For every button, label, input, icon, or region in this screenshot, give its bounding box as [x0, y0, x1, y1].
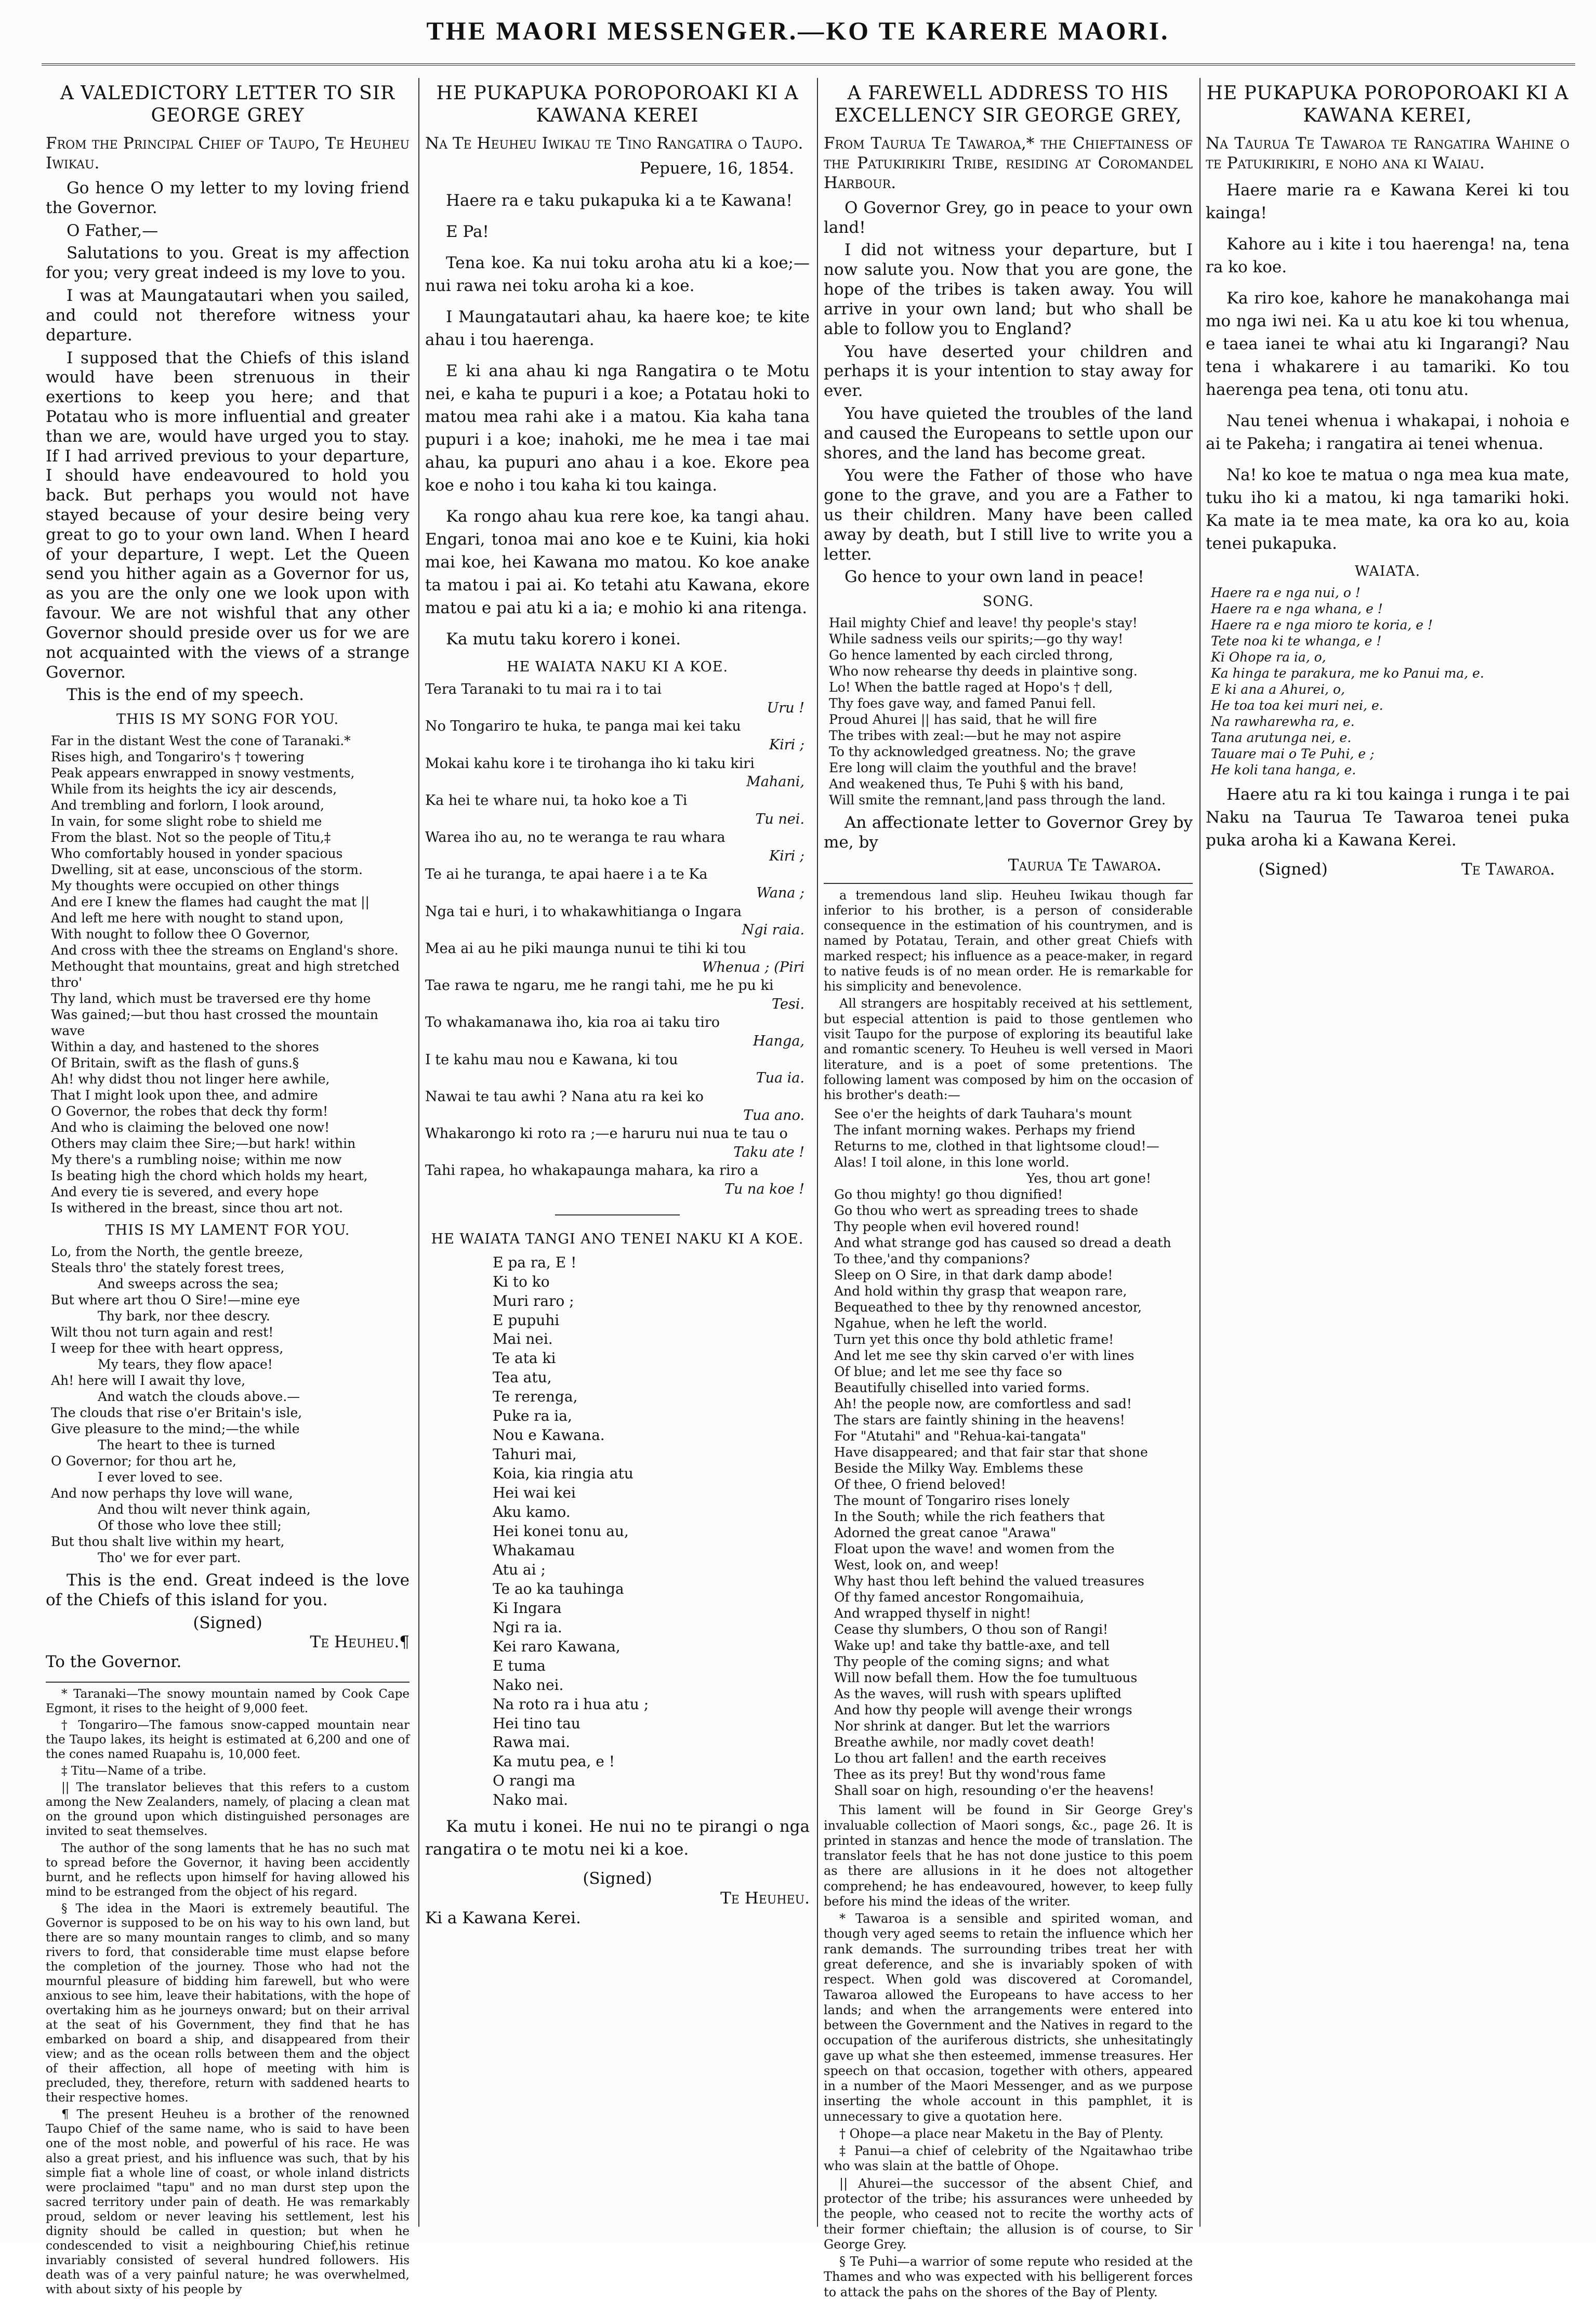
- verse-line: Others may claim thee Sire;—but hark! within: [51, 1136, 356, 1152]
- verse-line: [425, 940, 810, 976]
- verse-line: While sadness veils our spirits;—go thy way!: [829, 631, 1124, 647]
- verse-line: And let me see thy skin carved o'er with lines: [834, 1348, 1135, 1364]
- verse-text: I te kahu mau nou e Kawana, ki tou: [425, 1051, 678, 1068]
- verse-line: Within a day, and hastened to the shores: [51, 1039, 319, 1055]
- verse-line: Tho' we for ever part.: [98, 1550, 241, 1565]
- verse-line: Sleep on O Sire, in that dark damp abode!: [834, 1267, 1113, 1283]
- verse-line: Muri raro ;: [493, 1292, 574, 1310]
- verse-line: [425, 717, 810, 754]
- waiata-title: HE WAIATA NAKU KI A KOE.: [506, 659, 729, 676]
- verse-line: Of those who love thee still;: [98, 1518, 282, 1533]
- verse-line: [425, 680, 810, 717]
- verse-line: Na rawharewha ra, e.: [1211, 714, 1355, 730]
- verse-line: He toa toa kei muri nei, e.: [1211, 698, 1383, 713]
- verse-line: He koli tana hanga, e.: [1211, 762, 1356, 778]
- closing-text: An affectionate letter to Governor Grey by me, by: [824, 813, 1193, 852]
- article-heading: HE PUKAPUKA POROPOROAKI KI A KAWANA KEREI: [436, 83, 799, 127]
- paragraph: All strangers are hospitably received at his settlement, but especial attention is paid to those gentlemen who visit Taupo for the purpose of exploring its beautiful lake and romantic scenery. To Heuheu is well versed in Maori literature, and is a poet of some pretentions. The following lament was composed by him on the occasion of his brother's death:—: [824, 996, 1193, 1103]
- verse-line: Breathe awhile, nor madly covet death!: [834, 1735, 1095, 1750]
- verse-line: Of thy famed ancestor Rongomaihuia,: [834, 1590, 1084, 1605]
- verse-line: The stars are faintly shining in the heavens!: [834, 1412, 1125, 1428]
- verse-line: Ere long will claim the youthful and the brave!: [829, 760, 1138, 776]
- verse-line: Lo thou art fallen! and the earth receives: [834, 1751, 1106, 1766]
- verse-line: The mount of Tongariro rises lonely: [834, 1493, 1070, 1509]
- column-divider: [418, 78, 419, 2227]
- verse-line: While from its heights the icy air descends,: [51, 782, 337, 797]
- verse-text: Nga tai e huri, i to whakawhitianga o Ingara: [425, 903, 742, 920]
- verse-line: Is withered in the breast, since thou art not.: [51, 1200, 343, 1216]
- verse-text: Tera Taranaki to tu mai ra i to tai: [425, 681, 662, 698]
- footnote: * Taranaki—The snowy mountain named by Cook Cape Egmont, it rises to the height of 9,000 feet.: [46, 1687, 410, 1716]
- verse-line: [425, 791, 810, 828]
- verse-line: And who is claiming the beloved one now!: [51, 1120, 330, 1135]
- footnote: The author of the song laments that he has no such mat to spread before the Governor, it having been accidently burnt, and he reflects upon himself for having allowed his mind to be estranged from the object of his regard.: [46, 1841, 410, 1899]
- verse-line: Bequeathed to thee by thy renowned ancestor,: [834, 1300, 1142, 1315]
- verse-line: In vain, for some slight robe to shield me: [51, 814, 322, 829]
- verse-line: Atu ai ;: [493, 1561, 546, 1578]
- verse-line: Tauare mai o Te Puhi, e ;: [1211, 746, 1375, 762]
- section-separator: [824, 883, 1193, 884]
- footnotes: [824, 1803, 1193, 2300]
- verse-line: Ka hinga te parakura, me ko Panui ma, e.: [1211, 666, 1484, 681]
- verse-line: Te ata ki: [493, 1350, 556, 1367]
- masthead: [0, 7, 1596, 64]
- verse-end-word: Wana ;: [756, 885, 804, 902]
- verse-line: O rangi ma: [493, 1772, 575, 1790]
- verse-line: Thee as its prey! But thy wond'rous fame: [834, 1767, 1106, 1782]
- section-separator: [555, 1214, 680, 1215]
- verse-text: Te ai he turanga, te apai haere i a te Ka: [425, 866, 708, 883]
- article-byline: Na Te Heuheu Iwikau te Tino Rangatira o Taupo.: [425, 134, 803, 153]
- column-1: [46, 78, 410, 2296]
- footnote-continuation: [824, 888, 1193, 1103]
- verse-line: Nako mai.: [493, 1791, 569, 1809]
- verse-end-word: Uru !: [767, 699, 804, 716]
- verse-line: Rises high, and Tongariro's † towering: [51, 749, 305, 765]
- article-body: [824, 199, 1193, 587]
- closing-text: Ka mutu i konei. He nui no te pirangi o nga rangatira o te motu nei ki a koe.: [425, 1817, 810, 1859]
- waiata-title: WAIATA.: [1354, 563, 1421, 580]
- verse-line: Was gained;—but thou hast crossed the mountain wave: [51, 1007, 382, 1039]
- paragraph: I supposed that the Chiefs of this island would have been strenuous in their exertions to keep you here; and that Potatau who is more influential and greater than we are, would have urged you to stay. If I had arrived previous to your departure, I should have endeavoured to hold you back. But perhaps you would not have stayed because of your desire being very great to go to your own land. When I heard of your departure, I wept. Let the Queen send you hither again as a Governor for us, as you are the only one we look upon with favour. We are not wishful that any other Governor should preside over us for we are not acquainted with the views of a strange Governor.: [46, 348, 410, 682]
- column-2: [425, 78, 810, 2227]
- verse-line: As the waves, will rush with spears uplifted: [834, 1686, 1122, 1702]
- verse-line: Haere ra e nga nui, o !: [1211, 585, 1361, 601]
- verse-line: E pupuhi: [493, 1311, 560, 1329]
- signed-label: (Signed): [583, 1869, 652, 1888]
- verse-line: Thy people of the coming signs; and what: [834, 1654, 1109, 1670]
- verse-text: No Tongariro te huka, te panga mai kei taku: [425, 718, 741, 735]
- paragraph: a tremendous land slip. Heuheu Iwikau though far inferior to his brother, is a person of considerable consequence in the estimation of his countrymen, and is named by Potatau, Terain, and other great Chiefs with marked respect; his influence as a peace-maker, in regard to native feuds is of no mean order. He is remarkable for his simplicity and benevolence.: [824, 888, 1193, 994]
- verse-line: And hold within thy grasp that weapon rare,: [834, 1284, 1127, 1299]
- article-byline: From Taurua Te Tawaroa,* the Chieftainess of the Patukirikiri Tribe, residing at Coromandel Harbour.: [824, 134, 1193, 192]
- verse-line: Ah! here will I await thy love,: [51, 1373, 246, 1388]
- verse-line: Lo, from the North, the gentle breeze,: [51, 1244, 304, 1259]
- verse-line: Lo! When the battle raged at Hopo's † dell,: [829, 680, 1113, 695]
- verse-text: Whakarongo ki roto ra ;—e haruru nui nua te tau o: [425, 1126, 788, 1142]
- paragraph: You have deserted your children and perhaps it is your intention to stay away for ever.: [824, 342, 1193, 401]
- footnote: ‡ Titu—Name of a tribe.: [61, 1764, 207, 1778]
- verse-line: Haere ra e nga mioro te koria, e !: [1211, 617, 1433, 633]
- verse-line: Mai nei.: [493, 1330, 553, 1348]
- verse-line: O Governor; for thou art he,: [51, 1453, 236, 1469]
- verse-line: Beside the Milky Way. Emblems these: [834, 1461, 1084, 1476]
- verse-line: The clouds that rise o'er Britain's isle,: [51, 1405, 302, 1420]
- song-title: THIS IS MY SONG FOR YOU.: [116, 711, 339, 728]
- lament-verse: [834, 1106, 1193, 1799]
- waiata-verse: [493, 1253, 810, 1810]
- verse-text: To whakamanawa iho, kia roa ai taku tiro: [425, 1014, 720, 1031]
- verse-line: To thy acknowledged greatness. No; the grave: [829, 744, 1136, 760]
- verse-line: Kei raro Kawana,: [493, 1637, 621, 1655]
- verse-line: Why hast thou left behind the valued treasures: [834, 1574, 1144, 1589]
- verse-end-word: Whenua ; (Piri: [702, 959, 804, 975]
- verse-line: And wrapped thyself in night!: [834, 1606, 1031, 1621]
- signature: Te Heuheu.¶: [310, 1633, 410, 1652]
- addressee: To the Governor.: [46, 1653, 182, 1672]
- verse-line: And ere I knew the flames had caught the mat ||: [51, 894, 370, 910]
- verse-line: But where art thou O Sire!—mine eye: [51, 1292, 300, 1307]
- verse-line: [425, 1088, 810, 1125]
- verse-line: Will smite the remnant,|and pass through the land.: [829, 792, 1166, 808]
- verse-line: The heart to thee is turned: [98, 1437, 275, 1452]
- verse-line: The infant morning wakes. Perhaps my friend: [834, 1122, 1136, 1138]
- paragraph: I Maungatautari ahau, ka haere koe; te kite ahau i tou haerenga.: [425, 308, 810, 350]
- paragraph: O Governor Grey, go in peace to your own land!: [824, 198, 1193, 237]
- verse-line: I ever loved to see.: [98, 1470, 223, 1485]
- verse-line: With nought to follow thee O Governor,: [51, 927, 310, 942]
- footnote: † Tongariro—The famous snow-capped mountain near the Taupo lakes, its height is estimated at 6,200 and one of the cones named Ruapahu is, 10,000 feet.: [46, 1719, 410, 1762]
- verse-line: Thy land, which must be traversed ere thy home: [51, 991, 371, 1007]
- verse-line: Yes, thou art gone!: [1026, 1171, 1151, 1186]
- verse-line: Thy people when evil hovered round!: [834, 1219, 1080, 1235]
- verse-line: Of blue; and let me see thy face so: [834, 1364, 1062, 1380]
- verse-line: Go hence lamented by each circled throng,: [829, 647, 1113, 663]
- article-body: [425, 189, 810, 651]
- paragraph: Ka rongo ahau kua rere koe, ka tangi ahau. Engari, tonoa mai ano koe e te Kuini, kia hoki mai koe, hei Kawana mo matou. Ko koe anake ta matou i pai ai. Ko tetahi atu Kawana, ekore matou e pai atu ki a ia; e mohio ki ana ritenga.: [425, 507, 810, 618]
- verse-line: Thy bark, nor thee descry.: [98, 1308, 270, 1324]
- paragraph: Na! ko koe te matua o nga mea kua mate, tuku iho ki a matou, ki nga tamariki hoki. Ka mate ia te mea mate, ka ora ko au, koia tenei pukapuka.: [1206, 466, 1569, 553]
- verse-line: And cross with thee the streams on England's shore.: [51, 943, 399, 958]
- article-body: [1206, 179, 1569, 555]
- verse-line: Who now rehearse thy deeds in plaintive song.: [829, 664, 1138, 679]
- lament-title: THIS IS MY LAMENT FOR YOU.: [105, 1222, 350, 1239]
- verse-line: Ki Ingara: [493, 1599, 562, 1617]
- footnote: ‡ Panui—a chief of celebrity of the Ngaitawhao tribe who was slain at the battle of Ohope.: [824, 2144, 1193, 2174]
- verse-line: Will now befall them. How the foe tumultuous: [834, 1670, 1138, 1686]
- verse-line: Tea atu,: [493, 1369, 552, 1386]
- verse-line: West, look on, and weep!: [834, 1557, 999, 1573]
- verse-line: Te rerenga,: [493, 1388, 578, 1406]
- verse-line: [425, 1051, 810, 1088]
- verse-line: Adorned the great canoe "Arawa": [834, 1525, 1057, 1541]
- verse-line: And trembling and forlorn, I look around,: [51, 798, 324, 813]
- footnote: † Ohope—a place near Maketu in the Bay of Plenty.: [839, 2126, 1164, 2141]
- verse-text: Nawai te tau awhi ? Nana atu ra kei ko: [425, 1088, 704, 1105]
- verse-line: Haere ra e nga whana, e !: [1211, 601, 1383, 617]
- verse-line: Puke ra ia,: [493, 1407, 572, 1425]
- paragraph: You have quieted the troubles of the land and caused the Europeans to settle upon our shores, and the land has become great.: [824, 404, 1193, 462]
- paragraph: Go hence O my letter to my loving friend the Governor.: [46, 179, 410, 217]
- verse-line: From the blast. Not so the people of Titu,‡: [51, 830, 331, 845]
- verse-line: And every tie is severed, and every hope: [51, 1184, 319, 1200]
- verse-line: For "Atutahi" and "Rehua-kai-tangata": [834, 1429, 1087, 1444]
- verse-line: My there's a rumbling noise; within me now: [51, 1152, 342, 1168]
- verse-line: And watch the clouds above.—: [98, 1389, 300, 1404]
- verse-line: And weakened thus, Te Puhi § with his band,: [829, 776, 1124, 792]
- verse-line: [425, 1013, 810, 1050]
- footnote: * Tawaroa is a sensible and spirited woman, and though very aged seems to retain the influence which her rank demands. The surrounding tribes treat her with great deference, and she is invariably spoken of with respect. When gold was discovered at Coromandel, Tawaroa allowed the Europeans to have access to her lands; and when the arrangements were entered into between the Government and the Natives in regard to the occupation of the auriferous districts, she unhesitatingly gave up what she then esteemed, immense treasures. Her speech on that occasion, together with others, appeared in a number of the Maori Messenger, and as we purpose inserting the whole account in this pamphlet, it is unnecessary to give a quotation here.: [824, 1911, 1193, 2124]
- verse-line: Nou e Kawana.: [493, 1426, 605, 1444]
- verse-line: Of Britain, swift as the flash of guns.§: [51, 1055, 299, 1071]
- verse-line: Na roto ra i hua atu ;: [493, 1695, 649, 1713]
- verse-end-word: Tu na koe !: [724, 1181, 804, 1198]
- verse-text: Tae rawa te ngaru, me he rangi tahi, me he pu ki: [425, 977, 774, 994]
- verse-line: Tahuri mai,: [493, 1446, 577, 1463]
- paragraph: Go hence to your own land in peace!: [845, 567, 1144, 587]
- verse-line: E tuma: [493, 1657, 546, 1674]
- song-verse: [829, 615, 1193, 808]
- paragraph: I was at Maungatautari when you sailed, and could not therefore witness your departure.: [46, 286, 410, 345]
- verse-line: My thoughts were occupied on other things: [51, 878, 339, 894]
- verse-line: Of thee, O friend beloved!: [834, 1477, 1006, 1492]
- verse-line: [425, 755, 810, 791]
- paragraph: Haere ra e taku pukapuka ki a te Kawana!: [446, 191, 793, 210]
- verse-line: Give pleasure to the mind;—the while: [51, 1421, 300, 1436]
- article-date: Pepuere, 16, 1854.: [640, 159, 794, 178]
- footnote: ¶ The present Heuheu is a brother of the renowned Taupo Chief of the same name, who is said to have been one of the most noble, and powerful of his race. He was also a great priest, and his influence was such, that by his simple fiat a whole line of coast, or whole inland districts were proclaimed "tapu" and no man durst step upon the sacred territory under pain of death. He was remarkably proud, seldom or never leaving his settlement, lest his dignity should be called in question; but when he condescended to visit a neighbouring Chief,his retinue invariably consisted of several hundred followers. His death was of a very painful nature; he was overwhelmed, with about sixty of his people by: [46, 2108, 410, 2296]
- verse-line: Te ao ka tauhinga: [493, 1580, 624, 1597]
- verse-line: But thou shalt live within my heart,: [51, 1534, 285, 1549]
- lament-verse: [51, 1244, 410, 1566]
- paragraph: Haere marie ra e Kawana Kerei ki tou kainga!: [1206, 181, 1569, 223]
- verse-line: Have disappeared; and that fair star that shone: [834, 1445, 1148, 1460]
- verse-line: Ngi ra ia.: [493, 1618, 562, 1636]
- verse-line: Dwelling, sit at ease, unconscious of the storm.: [51, 862, 363, 878]
- verse-line: [425, 903, 810, 940]
- verse-line: Nako nei.: [493, 1676, 564, 1694]
- verse-line: Hei wai kei: [493, 1484, 576, 1502]
- verse-end-word: Tua ia.: [756, 1070, 804, 1087]
- signature: Taurua Te Tawaroa.: [1008, 855, 1162, 875]
- verse-line: O Governor, the robes that deck thy form!: [51, 1104, 328, 1119]
- column-divider: [817, 78, 818, 2227]
- article-heading: A FAREWELL ADDRESS TO HIS EXCELLENCY SIR GEORGE GREY,: [834, 83, 1182, 127]
- verse-line: Wilt thou not turn again and rest!: [51, 1325, 274, 1340]
- verse-line: And left me here with nought to stand upon,: [51, 910, 344, 926]
- verse-text: Tahi rapea, ho whakapaunga mahara, ka riro a: [425, 1162, 759, 1179]
- verse-line: Turn yet this once thy bold athletic frame!: [834, 1332, 1114, 1347]
- paragraph: E ki ana ahau ki nga Rangatira o te Motu nei, e kaha te pupuri i a koe; a Potatau hoki to matou mea rahi ake i a matou. Kia kaha tana pupuri i a koe; inahoki, me he mea i tae mai ahau, ka pupuri ano ahau i a koe. Ekore pea koe e noho i tou kaha ki tou kainga.: [425, 362, 810, 495]
- paragraph: This is the end of my speech.: [67, 685, 305, 705]
- verse-line: My tears, they flow apace!: [98, 1357, 273, 1372]
- verse-line: To thee,'and thy companions?: [834, 1251, 1030, 1267]
- paragraph: Kahore au i kite i tou haerenga! na, tena ra ko koe.: [1206, 235, 1569, 277]
- paragraph: E Pa!: [446, 222, 489, 242]
- verse-line: Float upon the wave! and women from the: [834, 1541, 1115, 1557]
- verse-line: Is beating high the chord which holds my heart,: [51, 1168, 368, 1184]
- verse-line: The tribes with zeal:—but he may not aspire: [829, 728, 1122, 744]
- footnotes: [46, 1682, 410, 2297]
- article-byline: Na Taurua Te Tawaroa te Rangatira Wahine o te Patukirikiri, e noho ana ki Waiau.: [1206, 134, 1569, 173]
- song-verse: [51, 733, 410, 1216]
- verse-end-word: Tua ano.: [743, 1107, 804, 1123]
- verse-end-word: Tesi.: [772, 996, 804, 1012]
- footnote: This lament will be found in Sir George Grey's invaluable collection of Maori songs, &c., page 26. It is printed in stanzas and hence the mode of translation. The translator feels that he has not done justice to this poem as there are allusions in it he does not altogether comprehend; he has endeavoured, however, to keep fully before his mind the ideas of the writer.: [824, 1803, 1193, 1909]
- verse-line: Peak appears enwrapped in snowy vestments,: [51, 765, 355, 781]
- verse-line: Aku kamo.: [493, 1503, 571, 1521]
- verse-end-word: Kiri ;: [769, 737, 804, 754]
- verse-line: Ah! the people now, are comfortless and sad!: [834, 1396, 1132, 1412]
- verse-line: Proud Ahurei || has said, that he will fire: [829, 712, 1097, 728]
- verse-line: [425, 1125, 810, 1161]
- verse-line: And what strange god has caused so dread a death: [834, 1235, 1171, 1251]
- paragraph: You were the Father of those who have gone to the grave, and you are a Father to us their children. Many have been called away by death, but I still live to write you a letter.: [824, 466, 1193, 564]
- article-body: [46, 179, 410, 705]
- verse-line: I weep for thee with heart oppress,: [51, 1341, 284, 1356]
- verse-line: Cease thy slumbers, O thou son of Rangi!: [834, 1622, 1109, 1637]
- waiata-verse: [425, 680, 810, 1199]
- verse-line: Alas! I toil alone, in this lone world.: [834, 1155, 1070, 1170]
- closing-text: Haere atu ra ki tou kainga i runga i te pai Naku na Taurua Te Tawaroa tenei puka puka aroha ki a Kawana Kerei.: [1206, 785, 1569, 850]
- verse-line: Go thou mighty! go thou dignified!: [834, 1187, 1063, 1202]
- song-title: SONG.: [982, 593, 1034, 610]
- verse-line: And how thy people will avenge their wrongs: [834, 1702, 1132, 1718]
- verse-line: Rawa mai.: [493, 1734, 571, 1751]
- verse-text: Ka hei te whare nui, ta hoko koe a Ti: [425, 792, 688, 809]
- waiata-verse: [1211, 585, 1569, 778]
- verse-line: Shall soar on high, resounding o'er the heavens!: [834, 1783, 1155, 1799]
- verse-line: Methought that mountains, great and high stretched thro': [51, 959, 404, 990]
- signed-label: (Signed): [1258, 860, 1328, 879]
- signature: Te Heuheu.: [720, 1889, 810, 1908]
- verse-end-word: Ngi raia.: [742, 922, 804, 938]
- verse-line: Tana arutunga nei, e.: [1211, 730, 1352, 746]
- verse-line: Ki Ohope ra ia, o,: [1211, 650, 1326, 665]
- verse-line: Tete noa ki te whanga, e !: [1211, 633, 1382, 649]
- verse-line: Hail mighty Chief and leave! thy people's stay!: [829, 615, 1138, 631]
- paragraph: Salutations to you. Great is my affection for you; very great indeed is my love to you.: [46, 244, 410, 283]
- signed-label: (Signed): [193, 1613, 262, 1632]
- verse-line: Ki to ko: [493, 1273, 550, 1290]
- verse-line: E ki ana a Ahurei, o,: [1211, 682, 1345, 697]
- verse-line: And thou wilt never think again,: [98, 1502, 311, 1517]
- verse-end-word: Taku ate !: [733, 1144, 804, 1160]
- article-heading: HE PUKAPUKA POROPOROAKI KI A KAWANA KEREI,: [1206, 83, 1569, 127]
- column-4: [1206, 78, 1569, 2227]
- verse-line: Wake up! and take thy battle-axe, and tell: [834, 1638, 1110, 1654]
- footnote: || The translator believes that this refers to a custom among the New Zealanders, namely, of placing a clean mat on the ground upon which distinguished personages are invited to seat themselves.: [46, 1781, 410, 1839]
- verse-line: [425, 865, 810, 902]
- paragraph: Nau tenei whenua i whakapai, i nohoia e ai te Pakeha; i rangatira ai tenei whenua.: [1206, 412, 1569, 454]
- paragraph: O Father,—: [67, 221, 159, 240]
- signature: Te Tawaroa.: [1461, 860, 1555, 879]
- verse-line: Go thou who wert as spreading trees to shade: [834, 1203, 1139, 1219]
- verse-line: Hei tino tau: [493, 1714, 581, 1732]
- verse-line: In the South; while the rich feathers that: [834, 1509, 1105, 1525]
- verse-line: Koia, kia ringia atu: [493, 1465, 634, 1483]
- verse-line: Beautifully chiselled into varied forms.: [834, 1380, 1090, 1396]
- verse-end-word: Tu nei.: [755, 811, 804, 827]
- verse-line: Hei konei tonu au,: [493, 1523, 629, 1540]
- paragraph: Tena koe. Ka nui toku aroha atu ki a koe;—nui rawa nei toku aroha ki a koe.: [425, 254, 810, 296]
- article-heading: A VALEDICTORY LETTER TO SIR GEORGE GREY: [60, 83, 395, 127]
- verse-line: Ah! why didst thou not linger here awhile,: [51, 1072, 330, 1087]
- waiata-title: HE WAIATA TANGI ANO TENEI NAKU KI A KOE.: [431, 1231, 804, 1247]
- verse-line: E pa ra, E !: [493, 1253, 577, 1271]
- footnote: § The idea in the Maori is extremely beautiful. The Governor is supposed to be on his way to his own land, but there are so many mountain ranges to climb, and so many rivers to ford, that considerable time must elapse before the completion of the journey. Those who had not the mournful pleasure of bidding him farewell, but who were anxious to see him, leave their habitations, with the hope of overtaking him as he journeys onward; but on their arrival at the seat of his Government, they find that he has embarked on board a ship, and disappeared from their view; and as the ocean rolls between them and the object of their affection, all hope of meeting with him is precluded, they, therefore, return with saddened hearts to their respective homes.: [46, 1901, 410, 2105]
- verse-line: Steals thro' the stately forest trees,: [51, 1260, 285, 1275]
- addressee: Ki a Kawana Kerei.: [425, 1908, 581, 1927]
- verse-line: Nor shrink at danger. But let the warriors: [834, 1719, 1110, 1734]
- verse-line: Thy foes gave way, and famed Panui fell.: [829, 696, 1096, 711]
- closing-text: This is the end. Great indeed is the love of the Chiefs of this island for you.: [46, 1571, 410, 1609]
- verse-line: And sweeps across the sea;: [98, 1276, 279, 1291]
- paragraph: Ka riro koe, kahore he manakohanga mai mo nga iwi nei. Ka u atu koe ki tou whenua, e taea ianei te whai atu ki Ingarangi? Nau tena i whakarere i au tamariki. Ko tou haerenga pea tena, oti tonu atu.: [1206, 289, 1569, 400]
- column-divider: [1199, 78, 1201, 2227]
- verse-text: Mea ai au he piki maunga nunui te tihi ki tou: [425, 940, 746, 957]
- verse-line: Returns to me, clothed in that lightsome cloud!—: [834, 1139, 1159, 1154]
- masthead-rule: [42, 63, 1575, 65]
- paragraph: I did not witness your departure, but I now salute you. Now that you are gone, the hope of the tribes is taken away. You will arrive in your own land; but who shall be able to follow you to England?: [824, 241, 1193, 338]
- verse-line: That I might look upon thee, and admire: [51, 1088, 318, 1103]
- footnote: || Ahurei—the successor of the absent Chief, and protector of the tribe; his assurances were unheeded by the people, who ceased not to recite the worthy acts of their former chieftain; the allusion is of course, to Sir George Grey.: [824, 2176, 1193, 2252]
- verse-line: Far in the distant West the cone of Taranaki.*: [51, 733, 351, 749]
- footnote: § Te Puhi—a warrior of some repute who resided at the Thames and who was expected with his belligerent forces to attack the pahs on the shores of the Bay of Plenty.: [824, 2254, 1193, 2299]
- verse-line: And now perhaps thy love will wane,: [51, 1486, 293, 1501]
- verse-line: Ka mutu pea, e !: [493, 1753, 615, 1770]
- verse-text: Warea iho au, no te weranga te rau whara: [425, 829, 726, 846]
- paragraph: Ka mutu taku korero i konei.: [446, 630, 681, 649]
- verse-end-word: Hanga,: [753, 1033, 804, 1050]
- verse-line: [425, 1161, 810, 1198]
- verse-line: See o'er the heights of dark Tauhara's mount: [834, 1106, 1132, 1122]
- verse-line: Whakamau: [493, 1541, 575, 1559]
- verse-end-word: Mahani,: [746, 774, 804, 790]
- masthead-title: THE MAORI MESSENGER.—KO TE KARERE MAORI.: [426, 16, 1170, 45]
- verse-line: [425, 828, 810, 865]
- verse-line: [425, 976, 810, 1013]
- verse-line: Who comfortably housed in yonder spacious: [51, 846, 343, 862]
- article-byline: From the Principal Chief of Taupo, Te Heuheu Iwikau.: [46, 134, 410, 173]
- column-3: [824, 78, 1193, 2299]
- verse-line: Ngahue, when he left the world.: [834, 1316, 1048, 1331]
- verse-text: Mokai kahu kore i te tirohanga iho ki taku kiri: [425, 755, 755, 772]
- verse-end-word: Kiri ;: [769, 848, 804, 864]
